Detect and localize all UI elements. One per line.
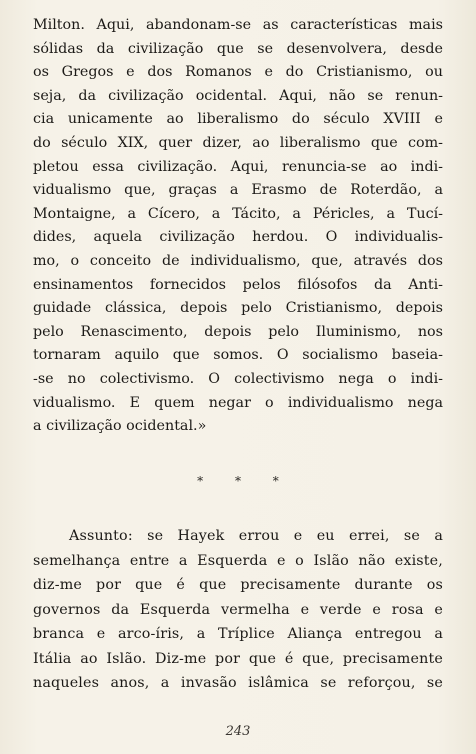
text-line: pletou essa civilização. Aqui, renuncia-se ao indi- xyxy=(33,158,443,175)
text-line: -se no colectivismo. O colectivismo nega o indi- xyxy=(33,370,443,387)
text-line: os Gregos e dos Romanos e do Cristianismo, ou xyxy=(33,64,443,81)
text-line: ensinamentos fornecidos pelos filósofos da Anti- xyxy=(33,276,443,293)
text-line: do século XIX, quer dizer, ao liberalismo que com- xyxy=(33,134,443,151)
text-line: seja, da civilização ocidental. Aqui, não se renun- xyxy=(33,87,443,104)
text-line: tornaram aquilo que somos. O socialismo baseia- xyxy=(33,347,443,364)
text-line: branca e arco-íris, a Tríplice Aliança entregou a xyxy=(33,626,443,642)
text-line: guidade clássica, depois pelo Cristianismo, depois xyxy=(33,300,443,317)
text-line: Milton. Aqui, abandonam-se as características mais xyxy=(33,17,443,33)
section-separator: * * * xyxy=(197,474,293,488)
text-line: naqueles anos, a invasão islâmica se reforçou, se xyxy=(33,675,443,691)
paragraph-1 xyxy=(33,14,443,439)
text-line: governos da Esquerda vermelha e verde e rosa e xyxy=(33,601,443,618)
text-line: dides, aquela civilização herdou. O individualis- xyxy=(33,229,443,246)
text-line: vidualismo que, graças a Erasmo de Roterdão, a xyxy=(33,182,443,199)
text-line: diz-me por que é que precisamente durante os xyxy=(33,577,443,593)
text-line: Montaigne, a Cícero, a Tácito, a Péricles, a Tucí- xyxy=(33,205,443,222)
text-line: vidualismo. E quem negar o individualismo nega xyxy=(33,394,443,411)
text-line: pelo Renascimento, depois pelo Iluminismo, nos xyxy=(33,323,443,340)
text-line: semelhança entre a Esquerda e o Islão não existe, xyxy=(33,552,443,569)
text-line: Assunto: se Hayek errou e eu errei, se a xyxy=(69,528,443,544)
page-number: 243 xyxy=(225,724,251,739)
text-line: a civilização ocidental.» xyxy=(33,418,207,435)
text-line: cia unicamente ao liberalismo do século XVIII e xyxy=(33,111,443,128)
text-line: mo, o conceito de individualismo, que, através dos xyxy=(33,252,443,269)
text-line: sólidas da civilização que se desenvolvera, desde xyxy=(33,40,443,57)
text-line: Itália ao Islão. Diz-me por que é que, precisamente xyxy=(33,650,443,667)
paragraph-2 xyxy=(33,524,443,696)
